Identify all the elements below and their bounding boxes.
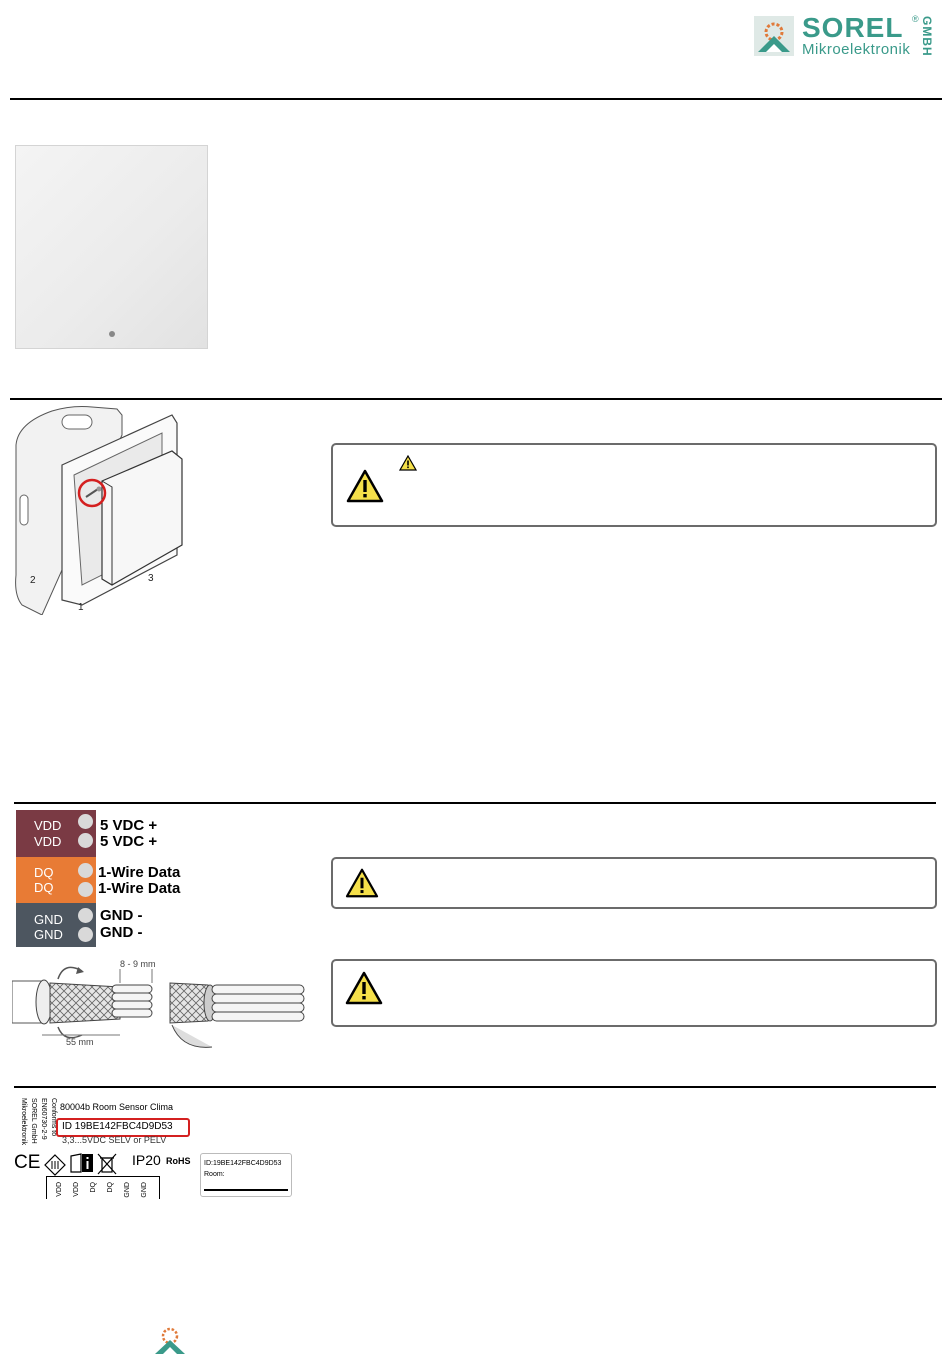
terminal-desc: 5 VDC +	[100, 833, 158, 850]
terminal-desc: 5 VDC +	[100, 817, 158, 834]
company-logo	[752, 14, 942, 58]
sticker-id: ID:19BE142FBC4D9D53	[204, 1160, 282, 1167]
logo-mark-icon	[754, 16, 794, 56]
sheath-length-label: 55 mm	[66, 1037, 94, 1047]
warning-box-cable	[331, 959, 937, 1027]
terminal-label: VDD	[34, 834, 62, 849]
id-sticker	[200, 1153, 292, 1197]
terminal-label: DQ	[34, 880, 54, 895]
terminal-label: VDD	[34, 818, 62, 833]
header-divider	[10, 98, 942, 100]
brand-suffix: GMBH	[920, 16, 934, 57]
warning-icon	[346, 469, 384, 503]
label-title: 80004b Room Sensor Clima	[60, 1102, 174, 1112]
warning-box-mounting	[331, 443, 937, 527]
terminal-screw-icon	[78, 863, 93, 878]
section-divider-2	[14, 802, 936, 804]
strip-length-label: 8 - 9 mm	[120, 959, 156, 969]
label-side-text: SOREL GmbH	[30, 1098, 37, 1144]
pin-label: DQ	[90, 1182, 97, 1193]
weee-bin-icon	[97, 1153, 117, 1175]
double-insulation-icon	[44, 1154, 66, 1176]
cable-stripping-diagram	[12, 955, 312, 1050]
pin-label: VDD	[73, 1182, 80, 1197]
manual-info-icon	[70, 1152, 94, 1174]
terminal-label: GND	[34, 912, 63, 927]
sticker-room: Room:	[204, 1171, 225, 1178]
pin-label: DQ	[107, 1182, 114, 1193]
callout-3: 3	[148, 573, 154, 584]
label-side-text: Conforms to	[50, 1098, 57, 1137]
terminal-block-gnd	[16, 903, 96, 947]
status-led	[109, 331, 115, 337]
terminal-block-dq	[16, 857, 96, 903]
warning-box-wiring	[331, 857, 937, 909]
ip-rating: IP20	[132, 1152, 161, 1168]
terminal-screw-icon	[78, 882, 93, 897]
small-warning-icon	[399, 455, 417, 471]
brand-subtitle: Mikroelektronik	[802, 41, 911, 58]
callout-2: 2	[30, 575, 36, 586]
terminal-desc: GND -	[100, 907, 143, 924]
warning-icon	[345, 971, 383, 1005]
terminal-desc: GND -	[100, 924, 143, 941]
terminal-label: GND	[34, 927, 63, 942]
terminal-desc: 1-Wire Data	[98, 864, 181, 881]
brand-name: SOREL	[802, 12, 904, 43]
ce-mark-icon: CE	[14, 1152, 41, 1173]
label-side-text: EN60730-2-9	[40, 1098, 47, 1140]
label-voltage: 3,3...5VDC SELV or PELV	[62, 1135, 167, 1145]
terminal-label: DQ	[34, 865, 54, 880]
registered-mark: ®	[912, 14, 919, 24]
warning-icon	[345, 868, 379, 898]
section-divider-3	[14, 1086, 936, 1088]
terminal-screw-icon	[78, 833, 93, 848]
label-side-text: Mikroelektronik	[20, 1098, 27, 1146]
sticker-line	[204, 1189, 288, 1191]
product-label	[14, 1094, 214, 1200]
callout-1: 1	[78, 602, 84, 613]
terminal-block-vdd	[16, 810, 96, 857]
terminal-screw-icon	[78, 908, 93, 923]
product-photo	[15, 145, 208, 349]
section-divider-1	[10, 398, 942, 400]
pin-label: GND	[124, 1182, 131, 1198]
terminal-screw-icon	[78, 814, 93, 829]
footer-logo-icon	[153, 1325, 187, 1355]
rohs-mark: RoHS	[166, 1156, 191, 1166]
label-id: ID 19BE142FBC4D9D53	[62, 1121, 173, 1132]
pin-label: VDD	[56, 1182, 63, 1197]
terminal-screw-icon	[78, 927, 93, 942]
pin-label: GND	[141, 1182, 148, 1198]
terminal-desc: 1-Wire Data	[98, 880, 181, 897]
mounting-diagram	[12, 405, 202, 615]
